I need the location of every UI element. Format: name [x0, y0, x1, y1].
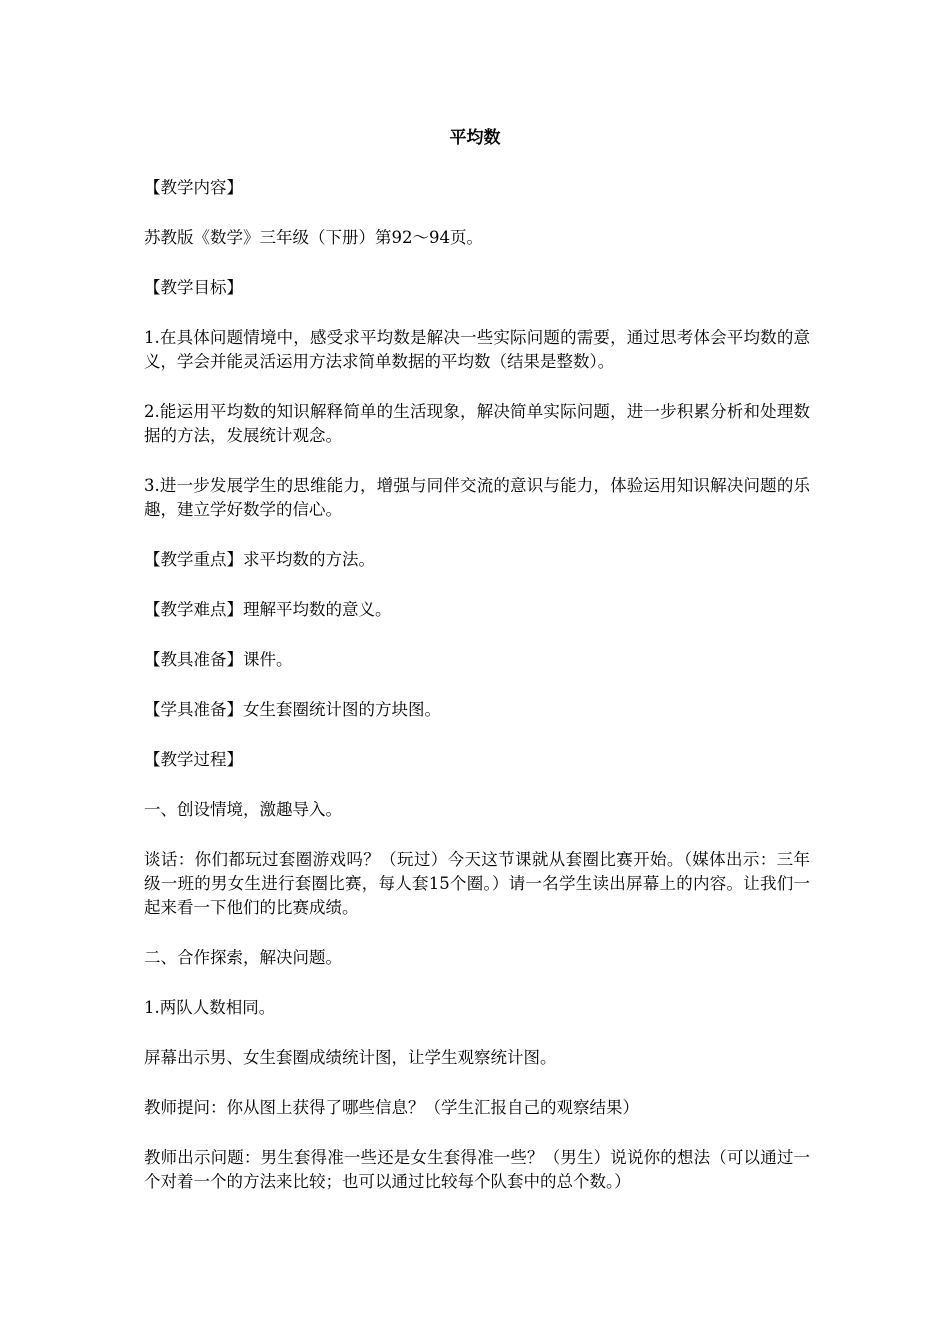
paragraph-dialogue-intro: 谈话：你们都玩过套圈游戏吗？（玩过）今天这节课就从套圈比赛开始。（媒体出示：三年级一班的男女生进行套圈比赛，每人套15个圈。）请一名学生读出屏幕上的内容。让我们一起来看一下他们的比赛成绩。 — [144, 850, 810, 917]
paragraph-equal-teams: 1.两队人数相同。 — [144, 998, 276, 1017]
paragraph-show-chart: 屏幕出示男、女生套圈成绩统计图，让学生观察统计图。 — [144, 1048, 557, 1067]
section-heading-goals: 【教学目标】 — [144, 278, 243, 297]
paragraph-key-point: 【教学重点】求平均数的方法。 — [144, 550, 375, 569]
section-heading-process: 【教学过程】 — [144, 750, 243, 769]
paragraph-student-aids: 【学具准备】女生套圈统计图的方块图。 — [144, 700, 441, 719]
paragraph-goal-1: 1.在具体问题情境中，感受求平均数是解决一些实际问题的需要，通过思考体会平均数的意义，学会并能灵活运用方法求简单数据的平均数（结果是整数）。 — [144, 328, 810, 371]
paragraph-teacher-question: 教师提问：你从图上获得了哪些信息？（学生汇报自己的观察结果） — [144, 1098, 639, 1117]
paragraph-teaching-aids: 【教具准备】课件。 — [144, 650, 293, 669]
document-body — [144, 176, 810, 1220]
paragraph-goal-2: 2.能运用平均数的知识解释简单的生活现象，解决简单实际问题，进一步积累分析和处理数据的方法，发展统计观念。 — [144, 402, 810, 445]
paragraph-step-1-heading: 一、创设情境，激趣导入。 — [144, 800, 342, 819]
paragraph-difficult-point: 【教学难点】理解平均数的意义。 — [144, 600, 392, 619]
paragraph-textbook-pages: 苏教版《数学》三年级（下册）第92～94页。 — [144, 228, 483, 247]
paragraph-step-2-heading: 二、合作探索，解决问题。 — [144, 948, 342, 967]
paragraph-goal-3: 3.进一步发展学生的思维能力，增强与同伴交流的意识与能力，体验运用知识解决问题的乐趣，建立学好数学的信心。 — [144, 476, 810, 519]
section-heading-content: 【教学内容】 — [144, 178, 243, 197]
document-title: 平均数 — [449, 128, 501, 148]
paragraph-teacher-problem: 教师出示问题：男生套得准一些还是女生套得准一些？（男生）说说你的想法（可以通过一个对着一个的方法来比较；也可以通过比较每个队套中的总个数。） — [144, 1148, 810, 1191]
